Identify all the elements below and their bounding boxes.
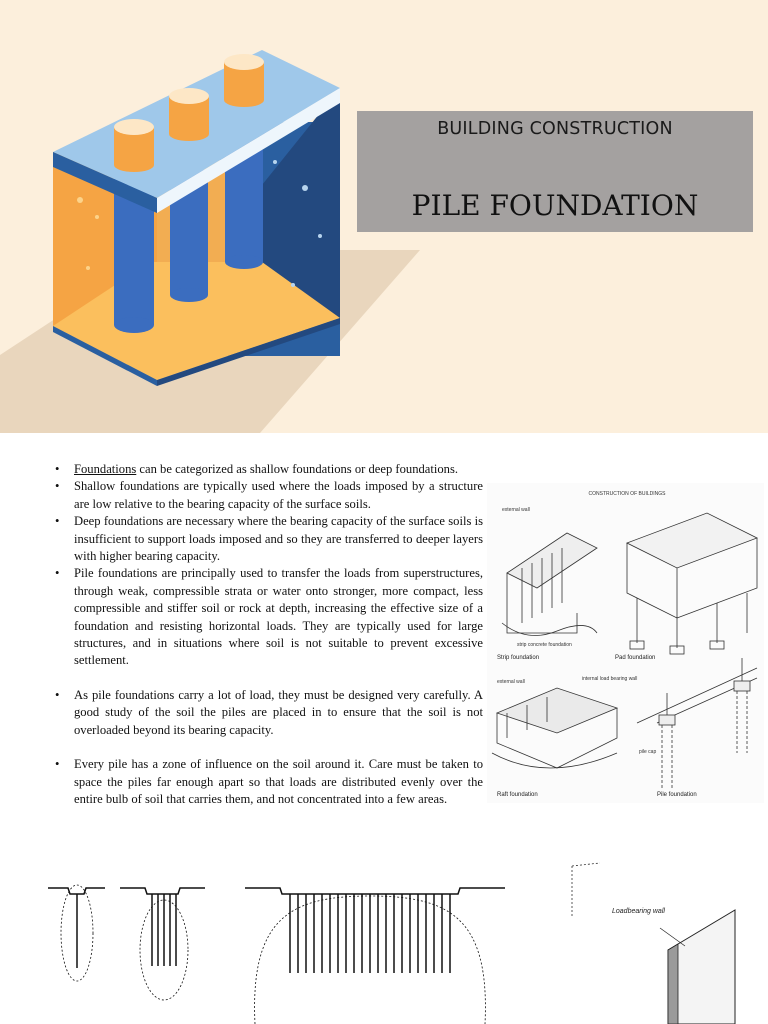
bullet-item: • Pile foundations are principally used to transfer the loads from superstructures, through weak, compressible strata or water onto stronger, more compact, less compressible and stiffer soil or rock at depth, increasing the effective size of a foundation and resisting horizontal loads. They are typically used for large structures, and in situations where soil is not suitable to prevent excessive settlement. [55,565,483,669]
foundation-types-sketch [487,483,764,803]
column-stub [114,119,154,172]
pile-caption: Pile foundation [657,792,697,798]
raft-external-wall-label: external wall [497,679,525,685]
sketch-header: CONSTRUCTION OF BUILDINGS [588,491,666,497]
bullet-item: • As pile foundations carry a lot of load, they must be designed very carefully. A good study of the soil the piles are placed in to ensure that the soil is not overloaded beyond its bearing capacity. [55,687,483,739]
bullet-item: • Deep foundations are necessary where the bearing capacity of the surface soils is insufficient to support loads imposed and so they are transferred to deeper layers with higher bearing capacity. [55,513,483,565]
pile-foundation-drawing [637,658,757,788]
bullet-item: • Shallow foundations are typically used where the loads imposed by a structure are low relative to the bearing capacity of the surface soils. [55,478,483,513]
title-box [357,111,753,232]
bullet-text: can be categorized as shallow foundations or deep foundations. [136,462,459,476]
leader-line [660,928,685,946]
column-stub [224,54,264,107]
dashed-line [572,863,600,866]
soil-dot [86,266,90,270]
soil-dot [302,185,308,191]
strip-foundation-drawing [502,533,597,636]
raft-foundation-drawing [492,688,617,768]
external-wall-label: external wall [502,507,530,513]
title-slide [0,0,768,433]
wall-label: Loadbearing wall [612,908,665,915]
pile-cap-label: pile cap [639,749,657,755]
soil-dot [291,283,295,287]
strip-caption: Strip foundation [497,655,540,661]
foundations-link[interactable]: Foundations [74,462,137,476]
single-pile-group [48,885,105,981]
soil-dot [318,234,322,238]
wall-edge [668,944,678,1024]
column-stub [169,88,209,141]
bullet-item: • Every pile has a zone of influence on the soil around it. Care must be taken to space the piles far enough apart so that loads are distributed evenly over the entire bulb of soil that carries them, and not concentrated into a few areas. [55,756,483,808]
soil-dot [95,215,99,219]
pile-tip [170,288,208,302]
pad-foundation-drawing [627,513,757,654]
pile-tip [114,317,154,333]
pad-caption: Pad foundation [615,655,656,661]
slide-subtitle: BUILDING CONSTRUCTION [437,119,673,139]
pile-bulb-diagram [40,878,510,1024]
soil-dot [273,160,277,164]
large-pile-group [245,888,505,1024]
small-pile-group [120,888,205,1000]
loadbearing-wall-sketch [560,858,768,1024]
bullet-list [55,461,483,808]
content-slide [0,433,768,1024]
raft-caption: Raft foundation [497,792,538,798]
internal-wall-label: internal load bearing wall [582,676,638,682]
soil-dot [77,197,83,203]
slide-title: PILE FOUNDATION [411,189,699,222]
bullet-item [55,461,483,478]
strip-concrete-label: strip concrete foundation [517,642,572,648]
pile-tip [225,255,263,269]
